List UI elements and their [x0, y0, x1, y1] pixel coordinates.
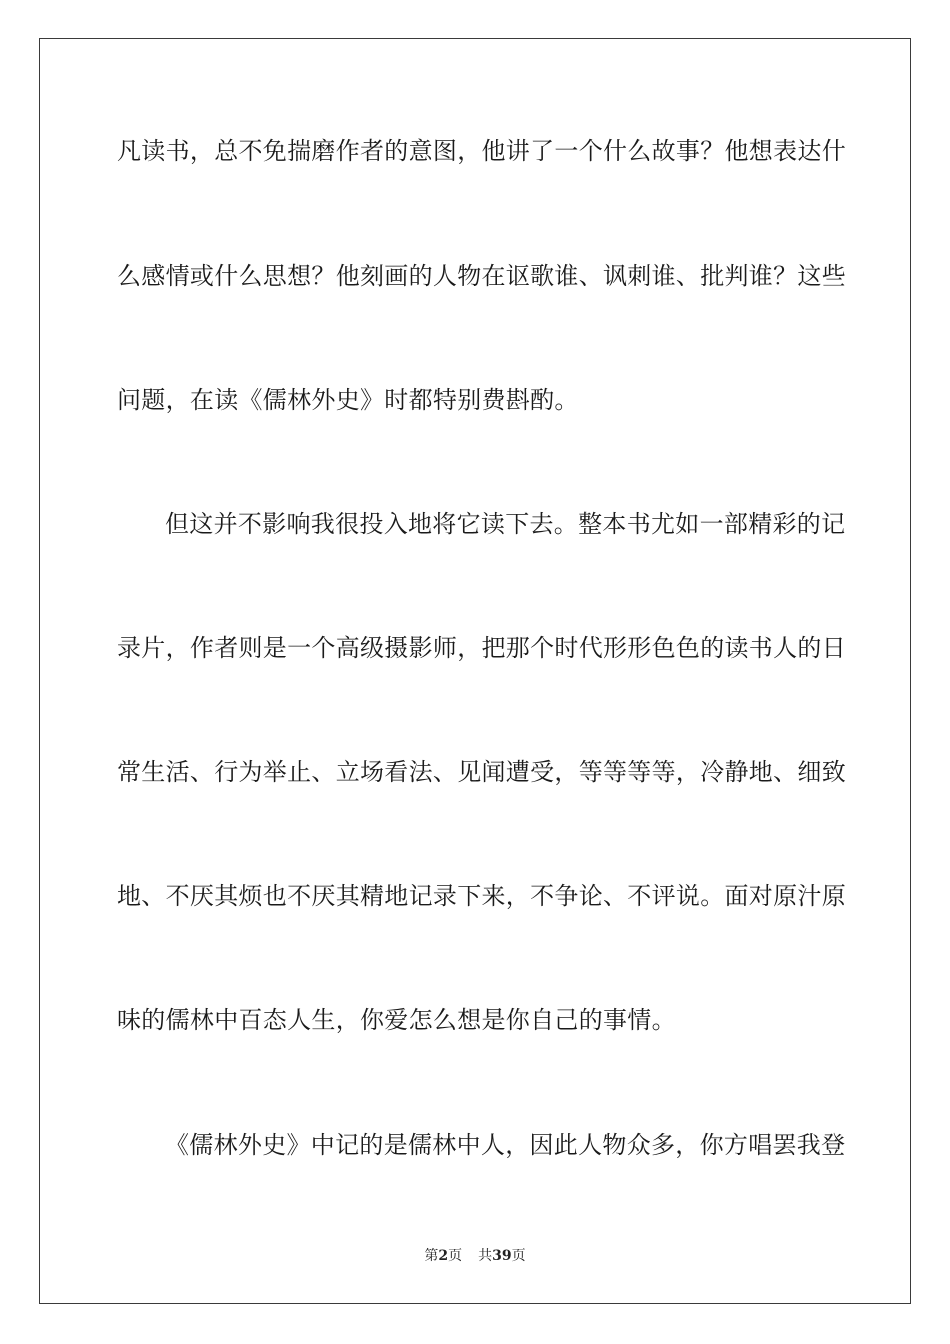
text-line: 问题，在读《儒林外史》时都特别费斟酌。 [117, 386, 579, 414]
text-line: 么感情或什么思想？他刻画的人物在讴歌谁、讽刺谁、批判谁？这些 [117, 262, 846, 290]
text-line: 地、不厌其烦也不厌其精地记录下来，不争论、不评说。面对原汁原 [117, 882, 846, 910]
page-prefix: 第 [424, 1248, 439, 1264]
text-line: 凡读书，总不免揣磨作者的意图，他讲了一个什么故事？他想表达什 [117, 137, 846, 165]
total-prefix: 共 [478, 1248, 493, 1264]
text-line: 常生活、行为举止、立场看法、见闻遭受，等等等等，冷静地、细致 [117, 758, 846, 786]
total-suffix: 页 [511, 1248, 526, 1264]
text-line: 味的儒林中百态人生，你爱怎么想是你自己的事情。 [117, 1006, 676, 1034]
text-line: 但这并不影响我很投入地将它读下去。整本书尤如一部精彩的记 [165, 510, 846, 538]
page-footer [0, 1247, 950, 1265]
text-line: 《儒林外史》中记的是儒林中人，因此人物众多，你方唱罢我登 [165, 1131, 846, 1159]
page-number: 2 [438, 1248, 449, 1264]
page-suffix: 页 [448, 1248, 463, 1264]
total-pages: 39 [492, 1248, 512, 1264]
page-border [39, 38, 911, 1304]
text-line: 录片，作者则是一个高级摄影师，把那个时代形形色色的读书人的日 [117, 634, 846, 662]
